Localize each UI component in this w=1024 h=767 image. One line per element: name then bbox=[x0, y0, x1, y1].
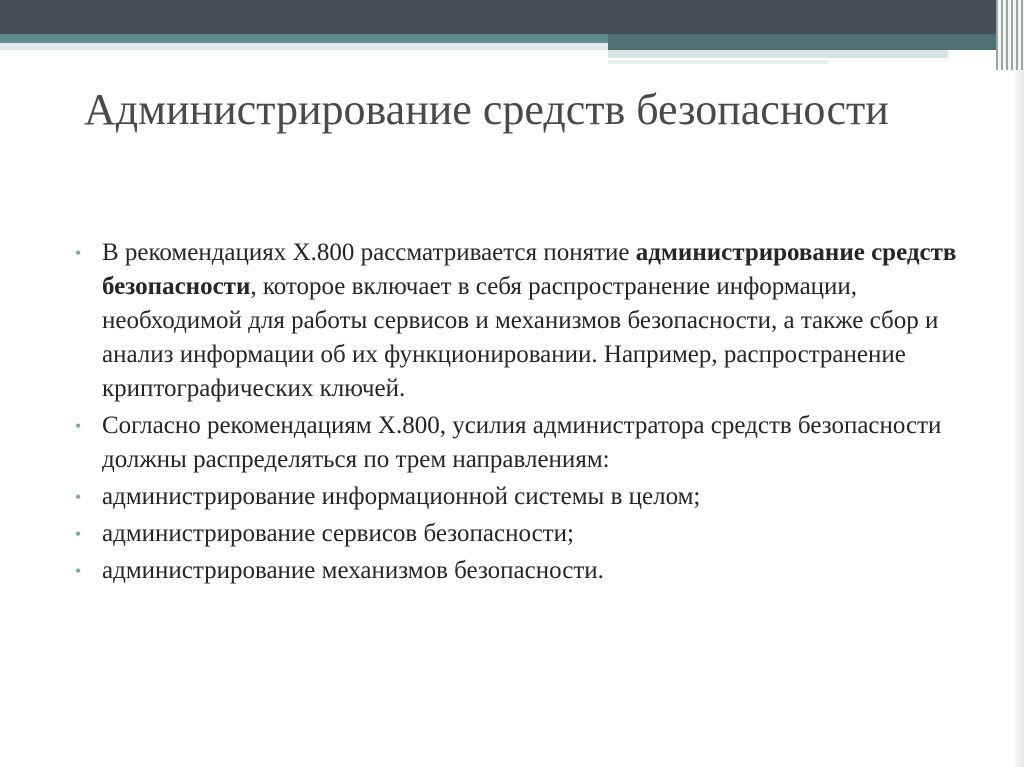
bullet-text: администрирование сервисов безопасности; bbox=[102, 520, 574, 547]
bullet-icon: • bbox=[75, 243, 82, 263]
bullet-text: администрирование информационной системы в целом; bbox=[102, 483, 701, 510]
bullet-icon: • bbox=[75, 524, 82, 544]
header-accent-block-light bbox=[608, 50, 948, 58]
bullet-text-bold-term: администрирование средств безопасности bbox=[102, 239, 957, 300]
slide-title: Администрирование средств безопасности bbox=[84, 85, 889, 134]
bullet-item-system-admin bbox=[72, 480, 962, 514]
bullet-list bbox=[72, 236, 962, 591]
bullet-item-services-admin bbox=[72, 517, 962, 551]
header-vertical-lines bbox=[996, 0, 1024, 70]
bullet-item-x800-definition bbox=[72, 236, 962, 406]
bullet-item-mechanisms-admin bbox=[72, 554, 962, 588]
header-accent-block bbox=[608, 34, 1024, 50]
header-band bbox=[0, 0, 1024, 34]
bullet-icon: • bbox=[75, 561, 82, 581]
page-edge-shadow bbox=[1012, 70, 1024, 767]
bullet-text: администрирование механизмов безопасности. bbox=[102, 557, 604, 584]
bullet-text-end: , которое включает в себя распространение информации, необходимой для работы сервисов и механизмов безопасности, а также сбор и анализ информации об их функционировании. Например, распространение криптографических ключей. bbox=[102, 273, 939, 402]
header-accent-line bbox=[608, 60, 828, 64]
bullet-icon: • bbox=[75, 416, 82, 436]
bullet-icon: • bbox=[75, 487, 82, 507]
bullet-text: Согласно рекомендациям Х.800, усилия администратора средств безопасности должны распределяться по трем направлениям: bbox=[102, 412, 942, 473]
bullet-text-start: В рекомендациях Х.800 рассматривается понятие bbox=[102, 239, 636, 266]
bullet-item-directions bbox=[72, 409, 962, 477]
